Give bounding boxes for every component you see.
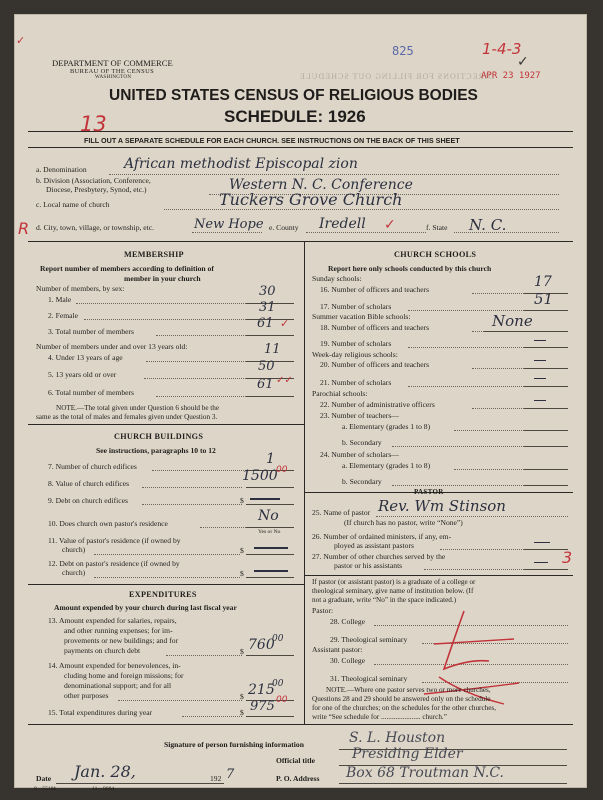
q12-dots [94,577,240,578]
q8-answer-line [246,487,294,488]
q15-dots [182,716,242,717]
q10-answer-line [246,527,294,528]
form-code-1: 8—5518b [34,786,57,792]
q11-dots [94,554,240,555]
county-red-tick: ✓ [384,217,396,233]
signature-value: S. L. Houston [349,730,446,746]
q29-seminary-label: 29. Theological seminary [330,635,408,644]
q21-dots [408,386,524,387]
q8-value-label: 8. Value of church edifices [48,479,130,488]
q13-line-2: and other running expenses; for im- [64,626,173,635]
q22-answer-line [524,408,568,409]
buildings-intro: See instructions, paragraphs 10 to 12 [96,446,216,455]
pastor-note-4: write “See schedule for ...................... church.” [312,713,447,721]
q1-male-label: 1. Male [48,295,72,304]
date-line [56,783,224,784]
pastor-rule [304,575,573,576]
q2-female-label: 2. Female [48,311,78,320]
buildings-rule [28,584,304,585]
q11-label-1: 11. Value of pastor's residence (if owned by [48,536,181,545]
date-label: Date [36,774,52,783]
denomination-line [109,174,559,175]
denomination-value: African methodist Episcopal zion [124,156,358,172]
q6-red-ticks: ✓✓ [276,375,293,386]
q20-dash [534,360,546,361]
q23a-label: a. Elementary (grades 1 to 8) [342,422,431,431]
official-title-label: Official title [276,756,316,765]
q13-value: 760 [248,637,275,653]
q6-total-value: 61 [257,377,274,392]
schools-intro: Report here only schools conducted by this church [328,264,492,273]
q2-dots [84,319,246,320]
q22-dots [472,408,524,409]
q23b-label: b. Secondary [342,438,382,447]
pastor-note-3: for one of the churches; on the schedules for the other churches, [312,704,497,712]
q25-label: 25. Name of pastor [312,508,371,517]
q19-dots [408,347,524,348]
division-value: Western N. C. Conference [229,177,413,193]
q23a-answer-line [524,430,568,431]
q25-note: (If church has no pastor, write “None”) [344,518,463,527]
q11-answer-line [246,554,294,555]
red-code-mark: 1-4-3 [482,40,522,58]
q9-dash [250,498,280,500]
q24-label: 24. Number of scholars— [320,450,399,459]
location-label: WASHINGTON [95,75,132,80]
yes-or-no-caption: Yes or No [258,529,281,535]
q24a-answer-line [524,469,568,470]
q1-dots [76,303,246,304]
county-value: Iredell [319,216,366,232]
graduate-instruction-1: If pastor (or assistant pastor) is a graduate of a college or [312,578,476,586]
state-label: f. State [426,223,448,232]
department-label: DEPARTMENT OF COMMERCE [52,58,173,68]
q20-answer-line [524,368,568,369]
corner-tick: ✓ [16,34,26,47]
q3-total-value: 61 [257,316,274,331]
q3-dots [156,335,246,336]
q7-dots [152,470,246,471]
year-digit: 7 [226,767,235,782]
q13-dots [166,655,242,656]
summer-schools-label: Summer vacation Bible schools: [312,312,411,321]
q5-dots [144,378,246,379]
membership-intro-2: member in your church [124,274,201,283]
q27-label-2: pastor or his assistants [334,561,403,570]
q24b-label: b. Secondary [342,477,382,486]
membership-note-1: NOTE.—The total given under Question 6 should be the [56,404,220,412]
official-title-value: Presiding Elder [352,746,463,762]
q21-dash [534,378,546,379]
q27-dots [424,569,524,570]
schedule-title: SCHEDULE: 1926 [224,107,366,126]
address-line [339,783,567,784]
address-value: Box 68 Troutman N.C. [346,765,504,781]
city-value: New Hope [194,217,264,232]
q14-cents: 00 [272,679,284,689]
q25-line [376,516,568,517]
q14-line-1: 14. Amount expended for benevolences, in- [48,661,181,670]
date-value: Jan. 28, [74,762,136,781]
q13-line-1: 13. Amount expended for salaries, repairs, [48,616,177,625]
q23b-answer-line [524,446,568,447]
q27-red-3: 3 [562,548,573,567]
q16-value: 17 [534,274,552,290]
q14-dots [118,700,242,701]
q7-edifices-label: 7. Number of church edifices [48,462,137,471]
bureau-label: BUREAU OF THE CENSUS [70,68,155,75]
q21-label: 21. Number of scholars [320,378,392,387]
bleed-through-text: DIRECTIONS FOR FILLING OUT SCHEDULE [299,72,495,81]
q12-dash [254,570,288,572]
q15-answer-line [246,716,294,717]
q27-answer-line [524,569,568,570]
q19-answer-line [524,347,568,348]
pastor-title: PASTOR [414,488,444,496]
q3-answer-line [246,335,294,336]
q13-line-4: payments on church debt [64,646,141,655]
pastor-note-1: NOTE.—Where one pastor serves two or more churches, [326,686,491,694]
q30-college-label: 30. College [330,656,366,665]
q10-residence-value: No [258,508,279,524]
q22-label: 22. Number of administrative officers [320,400,435,409]
q25-pastor-name: Rev. Wm Stinson [378,497,506,515]
division-label-2: Diocese, Presbytery, Synod, etc.) [46,185,147,194]
q28-college-label: 28. College [330,617,366,626]
q15-dollar: $ [240,708,244,717]
weekday-schools-label: Week-day religious schools: [312,350,398,359]
pastor-note-2: Questions 28 and 29 should be answered only on the schedule [312,695,491,703]
q7-edifices-value: 1 [266,451,275,467]
q14-line-3: denominational support; and for all [64,681,172,690]
buildings-title: CHURCH BUILDINGS [114,432,204,441]
q12-dollar: $ [240,569,244,578]
q9-answer-line [246,504,294,505]
city-line [192,232,262,233]
q22-dash [534,400,546,401]
q4-under-13-value: 11 [264,342,281,357]
q18-answer-line [484,331,568,332]
q23a-dots [454,430,524,431]
header-rule-top [28,131,573,132]
q11-dollar: $ [240,546,244,555]
q8-dots [142,487,242,488]
assistant-edu-label: Assistant pastor: [312,645,363,654]
census-schedule-sheet [14,14,587,792]
schools-title: CHURCH SCHOOLS [394,250,477,259]
q8-cents: 00 [276,465,288,475]
form-code-2: 11—9084 [92,786,115,792]
q12-label-1: 12. Debt on pastor's residence (if owned by [48,559,180,568]
q5-over-13-value: 50 [258,359,275,374]
q18-label: 18. Number of officers and teachers [320,323,430,332]
q20-label: 20. Number of officers and teachers [320,360,430,369]
state-value: N. C. [469,216,507,234]
main-rule-bottom [28,724,573,725]
q6-dots [156,396,246,397]
parochial-schools-label: Parochial schools: [312,389,368,398]
q13-answer-line [246,655,294,656]
q24a-dots [454,469,524,470]
q23-label: 23. Number of teachers— [320,411,399,420]
county-label: e. County [269,223,299,232]
denomination-label: a. Denomination [36,165,87,174]
q15-value: 975 [250,699,275,714]
membership-intro-1: Report number of members according to definition of [40,264,214,273]
q31-seminary-label: 31. Theological seminary [330,674,408,683]
q18-dots [472,331,484,332]
members-by-sex-label: Number of members, by sex: [36,284,125,293]
address-label: P. O. Address [276,774,320,783]
q16-label: 16. Number of officers and teachers [320,285,430,294]
q9-dollar: $ [240,496,244,505]
q6-total-label: 6. Total number of members [48,388,135,397]
q13-line-3: provements or new buildings; and for [64,636,179,645]
check-mark: ✓ [517,54,529,70]
q6-answer-line [246,396,294,397]
archive-stamp-number: 825 [392,44,414,58]
q21-answer-line [524,386,568,387]
graduate-instruction-3: not a graduate, write “No” in the space indicated.) [312,596,457,604]
q8-value: 1500 [242,468,278,484]
q24a-label: a. Elementary (grades 1 to 8) [342,461,431,470]
q1-male-value: 30 [259,284,276,299]
expenditures-intro: Amount expended by your church during last fiscal year [54,603,237,612]
q17-dots [408,310,524,311]
q23b-dots [392,446,524,447]
q12-answer-line [246,577,294,578]
main-rule-top [28,241,573,242]
q26-dash [534,542,550,543]
q3-total-label: 3. Total number of members [48,327,135,336]
q9-debt-label: 9. Debt on church edifices [48,496,128,505]
pastor-edu-label: Pastor: [312,606,334,615]
city-label: d. City, town, village, or township, etc. [36,223,155,232]
separate-schedule-instruction: FILL OUT A SEPARATE SCHEDULE FOR EACH CHURCH. SEE INSTRUCTIONS ON THE BACK OF THIS SHEET [84,136,460,145]
q14-value: 215 [248,682,275,698]
q10-residence-label: 10. Does church own pastor's residence [48,519,168,528]
local-name-line [164,209,559,210]
q14-dollar: $ [240,692,244,701]
q20-dots [472,368,524,369]
local-name-label: c. Local name of church [36,200,110,209]
q11-label-2: church) [62,545,86,554]
q2-female-value: 31 [259,300,276,315]
q17-answer-line [524,310,568,311]
expenditures-title: EXPENDITURES [129,590,197,599]
signature-label: Signature of person furnishing information [164,740,304,749]
q17-value: 51 [534,290,554,308]
membership-note-2: same as the total of males and females given under Question 3. [36,413,218,421]
graduate-instruction-2: theological seminary, give name of institution below. (If [312,587,474,595]
q4-dots [146,361,246,362]
q27-dash [534,562,548,563]
q17-label: 17. Number of scholars [320,302,392,311]
q26-label-1: 26. Number of ordained ministers, if any, em- [312,532,452,541]
q27-label-1: 27. Number of other churches served by the [312,552,446,561]
q16-dots [472,293,524,294]
q14-line-4: other purposes [64,691,109,700]
header-rule-bottom [28,147,573,148]
received-date-stamp: APR 23 1927 [481,71,541,81]
q13-dollar: $ [240,647,244,656]
q9-dots [142,504,242,505]
year-prefix: 192 [210,774,222,783]
local-name-value: Tuckers Grove Church [219,190,403,209]
q14-line-2: cluding home and foreign missions; for [64,671,184,680]
q11-dash [254,547,288,549]
membership-rule [28,424,304,425]
red-r-mark: R [18,219,30,238]
q18-value: None [492,312,533,330]
q13-cents: 00 [272,634,284,644]
q24b-answer-line [524,485,568,486]
q15-cents: 00 [276,695,288,705]
q26-label-2: ployed as assistant pastors [334,541,414,550]
form-title: UNITED STATES CENSUS OF RELIGIOUS BODIES [109,87,478,104]
q15-total-label: 15. Total expenditures during year [48,708,153,717]
q3-red-tick: ✓ [280,317,290,330]
q5-over-13-label: 5. 13 years old or over [48,370,117,379]
q24b-dots [392,485,524,486]
q19-label: 19. Number of scholars [320,339,392,348]
q4-under-13-label: 4. Under 13 years of age [48,353,123,362]
q10-dots [200,527,246,528]
county-line [306,232,426,233]
division-label-1: b. Division (Association, Conference, [36,176,151,185]
red-number-13: 13 [80,112,107,136]
sunday-schools-label: Sunday schools: [312,274,362,283]
q19-dash [534,340,546,341]
q26-dots [440,549,524,550]
membership-title: MEMBERSHIP [124,250,184,259]
q12-label-2: church) [62,568,86,577]
age-intro-label: Number of members under and over 13 years old: [36,342,188,351]
